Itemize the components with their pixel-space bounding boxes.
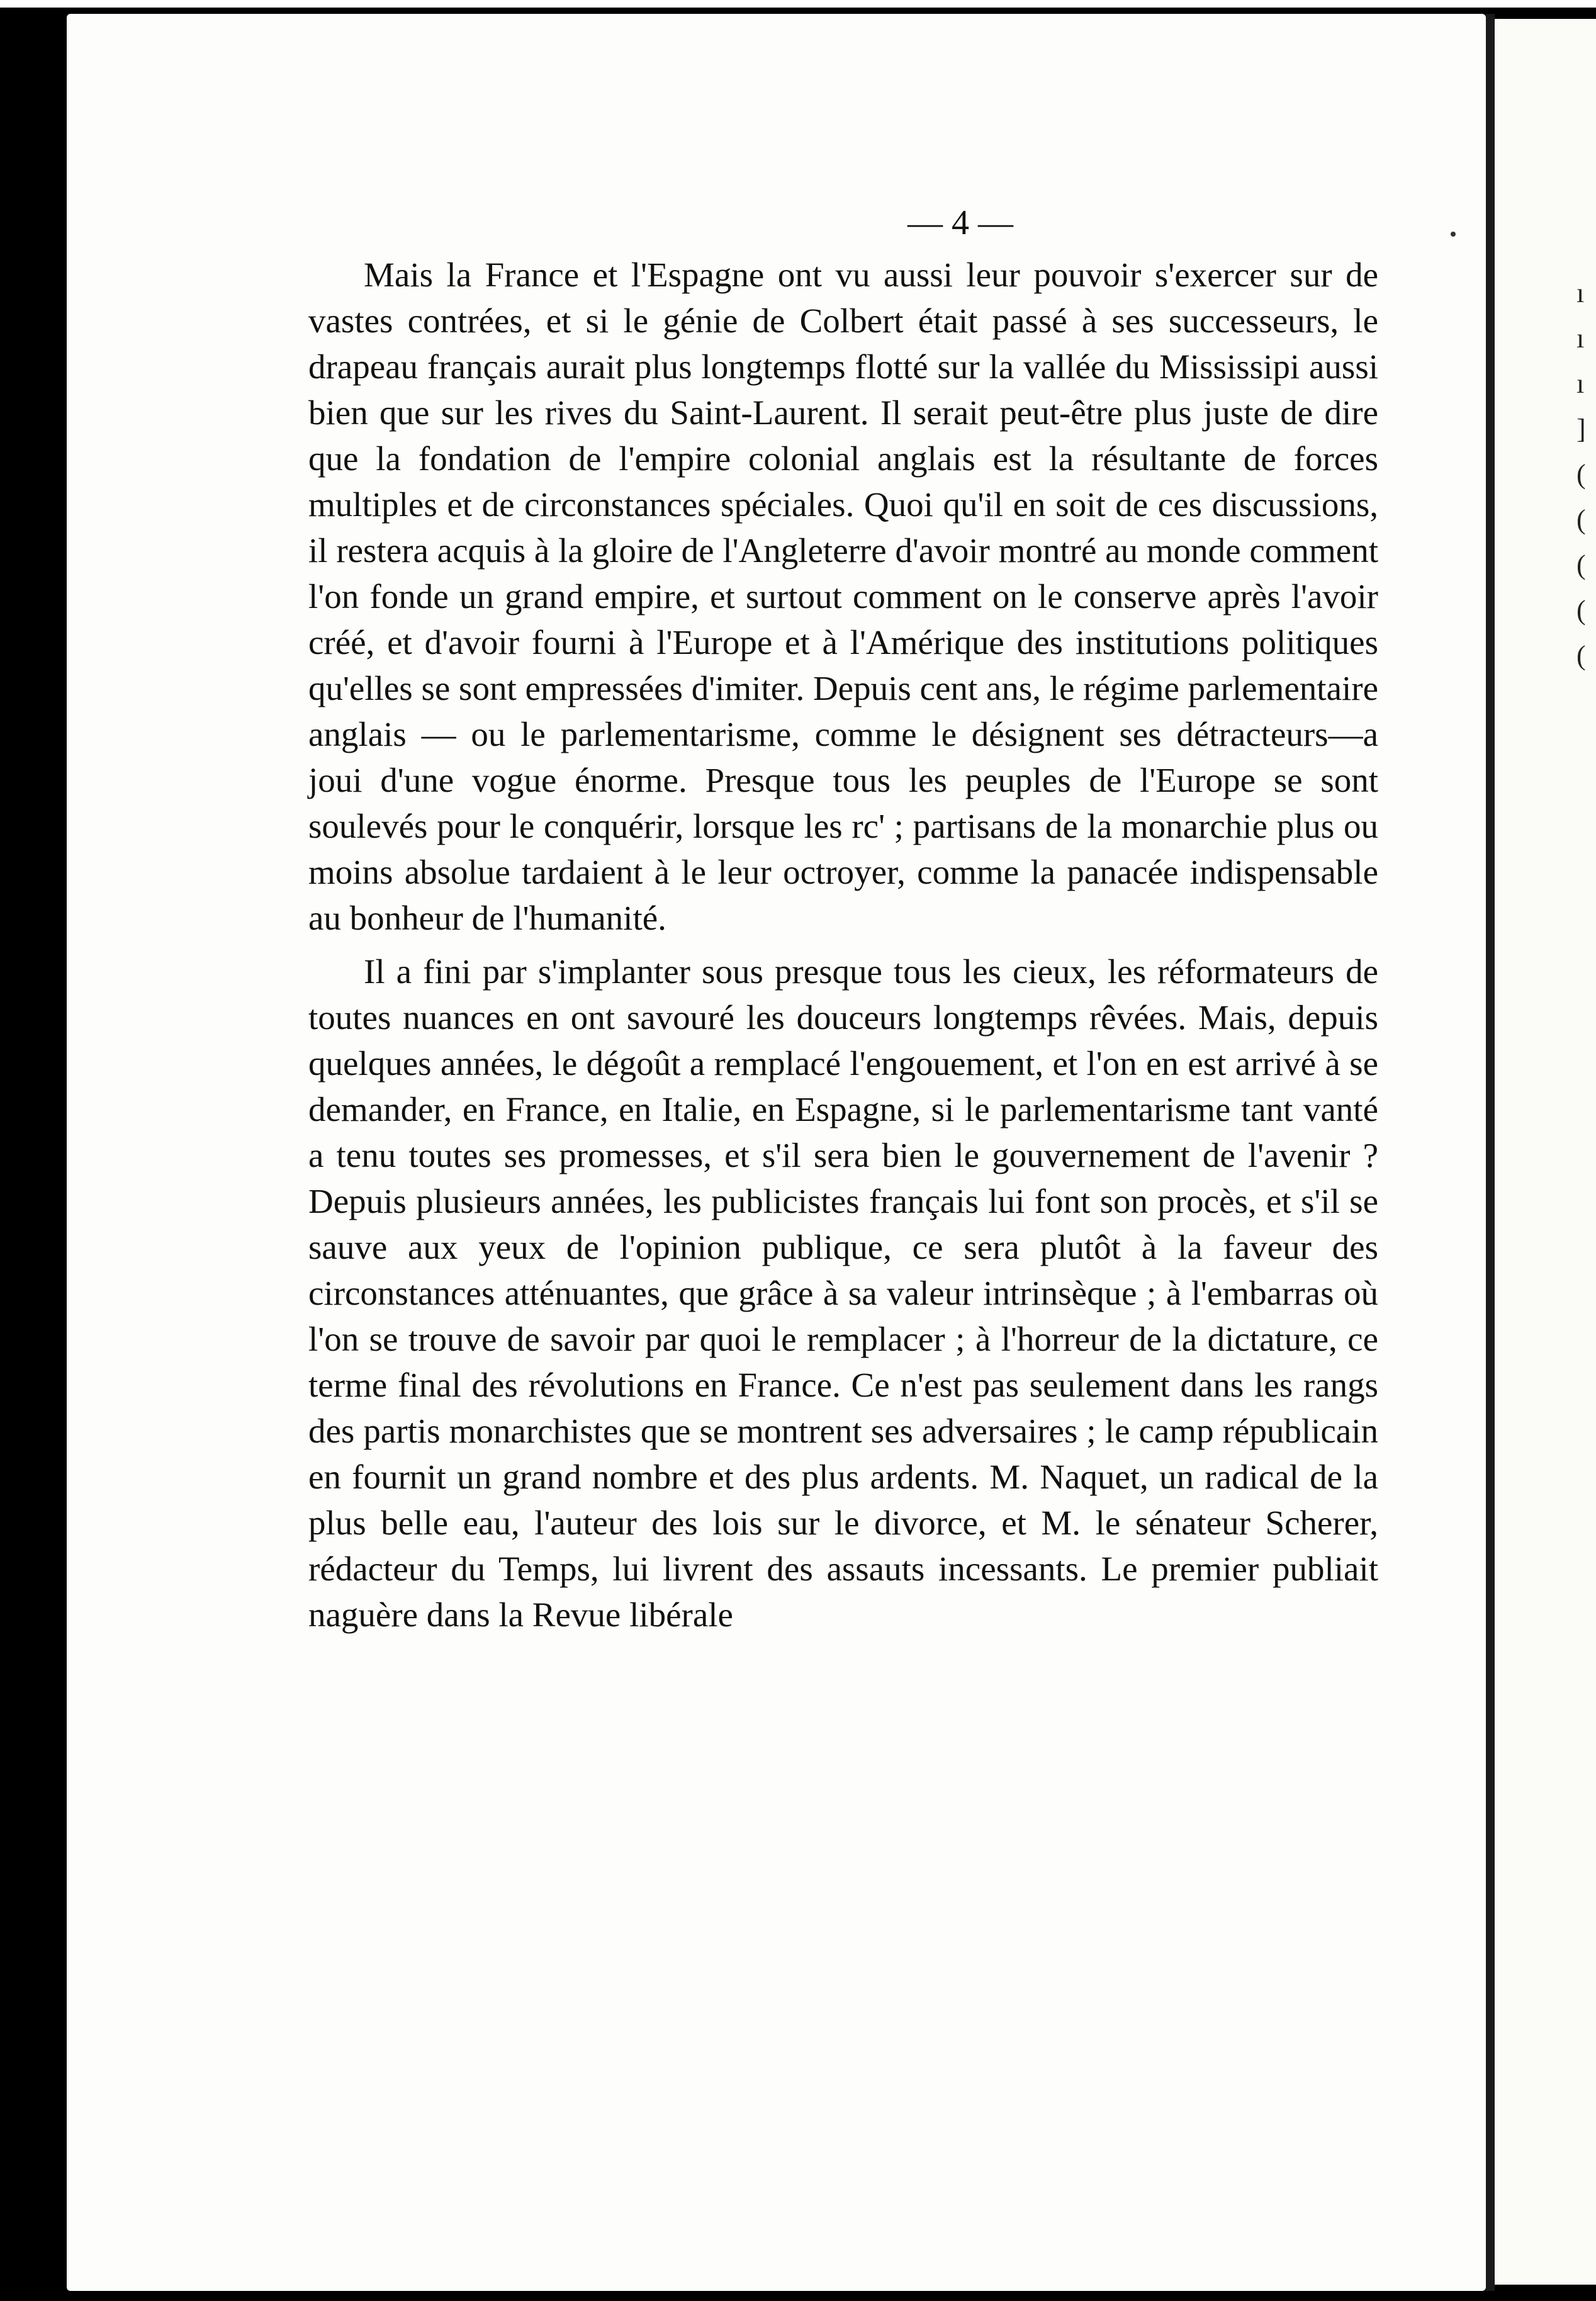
edge-glyph: ı: [1576, 368, 1585, 399]
ink-speck: [1451, 232, 1456, 237]
edge-glyph: ]: [1576, 414, 1586, 444]
edge-glyph: ı: [1576, 278, 1585, 308]
scan-top-strip: [0, 0, 1596, 8]
book-gutter: [1486, 14, 1495, 2291]
paragraph-2: Il a fini par s'implanter sous presque tous les cieux, les réformateurs de toutes nuances en ont savouré les douceurs longtemps rêvées. Mais, depuis quelques années, le dégoût a remplacé l'engouement, et l'on en est arrivé à se demander, en France, en Italie, en Espagne, si le parlementarisme tant vanté a tenu toutes ses promesses, et s'il sera bien le gouvernement de l'avenir ? Depuis plusieurs années, les publicistes français lui font son procès, et s'il se sauve aux yeux de l'opinion publique, ce sera plutôt à la faveur des circonstances atténuantes, que grâce à sa valeur intrinsèque ; à l'embarras où l'on se trouve de savoir par quoi le remplacer ; à l'horreur de la dictature, ce terme final des révolutions en France. Ce n'est pas seulement dans les rangs des partis monarchistes que se montrent ses adversaires ; le camp républicain en fournit un grand nombre et des plus ardents. M. Naquet, un radical de la plus belle eau, l'auteur des lois sur le divorce, et M. le sénateur Scherer, rédacteur du Temps, lui livrent des assauts incessants. Le premier publiait naguère dans la Revue libérale: [308, 952, 1378, 1634]
page-number: — 4 —: [908, 203, 1013, 242]
edge-glyph: (: [1576, 595, 1586, 626]
edge-glyph: (: [1576, 640, 1586, 671]
adjacent-page-glyphs: [1576, 271, 1594, 678]
paragraph-1: Mais la France et l'Espagne ont vu aussi leur pouvoir s'exercer sur de vastes contrées, et si le génie de Colbert était passé à ses successeurs, le drapeau français aurait plus longtemps flotté sur la vallée du Mississipi aussi bien que sur les rives du Saint-Laurent. Il serait peut-être plus juste de dire que la fondation de l'empire colonial anglais est la résultante de forces multiples et de circonstances spéciales. Quoi qu'il en soit de ces discussions, il restera acquis à la gloire de l'Angleterre d'avoir montré au monde comment l'on fonde un grand empire, et surtout comment on le conserve après l'avoir créé, et d'avoir fourni à l'Europe et à l'Amérique des institutions politiques qu'elles se sont empressées d'imiter. Depuis cent ans, le régime parlementaire anglais — ou le parlementarisme, comme le désignent ses détracteurs—a joui d'une vogue énorme. Presque tous les peuples de l'Europe se sont soulevés pour le conquérir, lorsque les rc' ; partisans de la monarchie plus ou moins absolue tardaient à le leur octroyer, comme la panacée indispensable au bonheur de l'humanité.: [308, 256, 1378, 937]
edge-glyph: (: [1576, 504, 1586, 535]
edge-glyph: ı: [1576, 323, 1585, 354]
body-text: [308, 252, 1378, 1638]
edge-glyph: (: [1576, 549, 1586, 580]
edge-glyph: (: [1576, 459, 1586, 490]
